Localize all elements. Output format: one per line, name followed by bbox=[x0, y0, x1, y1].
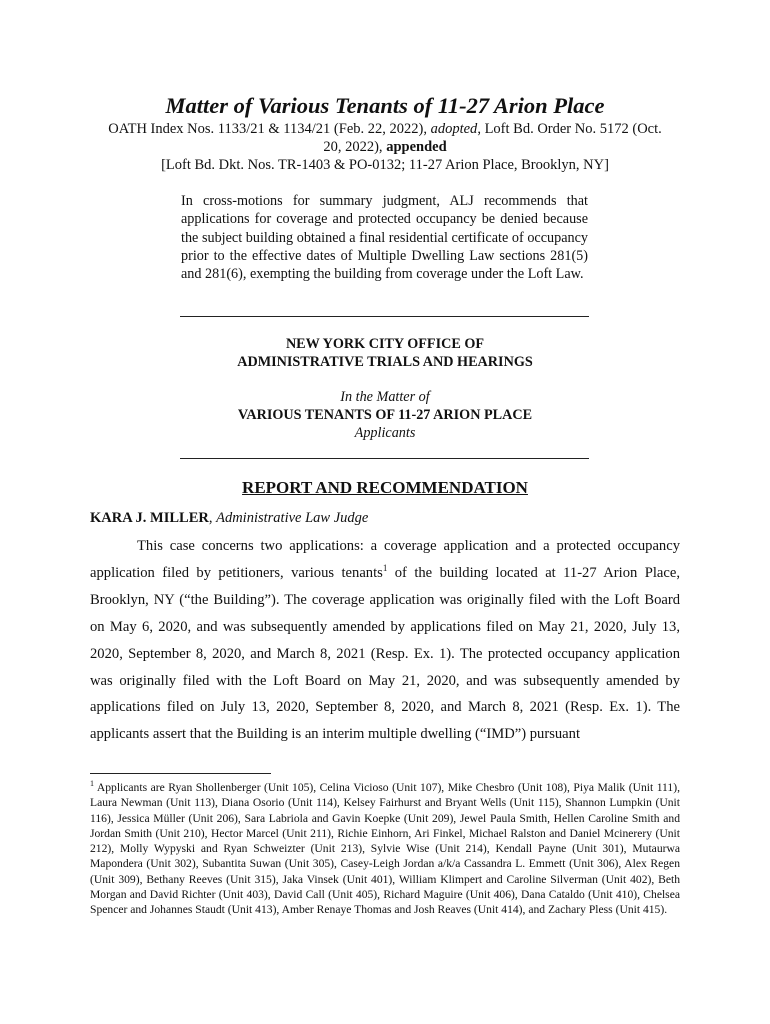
citation-line-1 bbox=[0, 121, 770, 138]
judge-separator: , bbox=[208, 510, 217, 526]
in-the-matter-label: In the Matter of bbox=[340, 389, 430, 405]
footnote-divider bbox=[90, 773, 271, 774]
paragraph-text-start: This case concerns two applications: a coverage application and a protected occupancy application filed by petitioners, various tenants bbox=[90, 538, 680, 581]
citation-adopted: adopted bbox=[430, 121, 478, 137]
footnote-number: 1 bbox=[90, 779, 94, 789]
citation-date: 20, 2022), bbox=[323, 139, 387, 155]
citation-order: , Loft Bd. Order No. 5172 (Oct. bbox=[477, 121, 662, 137]
headnote-summary: In cross-motions for summary judgment, ALJ recommends that applications for coverage and protected occupancy be denied because the subject building obtained a final residential certificate of occupancy prior to the effective dates of Multiple Dwelling Law sections 281(5) and 281(6), exempting the building from coverage under the Loft Law. bbox=[181, 193, 588, 283]
judge-name: KARA J. MILLER bbox=[90, 510, 209, 526]
case-title: Matter of Various Tenants of 11-27 Arion Place bbox=[165, 93, 605, 118]
footnote-reference[interactable]: 1 bbox=[382, 563, 388, 574]
footnote-text: Applicants are Ryan Shollenberger (Unit 105), Celina Vicioso (Unit 107), Mike Chesbro (Unit 108), Piya Malik (Unit 111), Laura Newman (Unit 113), Diana Osorio (Unit 114), Kelsey Fairhurst and Bryant Wells (Unit 115), Shannon Lumpkin (Unit 116), Jessica Müller (Unit 206), Sara Labriola and Gavin Koepke (Unit 209), Jewel Paula Smith, Hellen Caroline Smith and Jordan Smith (Unit 210), Hector Marcel (Unit 211), Richie Einhorn, Ari Finkel, Michael Ralston and Daniel Mcinerery (Unit 212), Molly Wypyski and Ryan Schweizter (Unit 213), Sylvie Wise (Unit 214), Kendall Payne (Unit 301), Mutaurwa Mapondera (Unit 302), Subantita Suwan (Unit 305), Casey-Leigh Jordan a/k/a Cassandra L. Emmett (Unit 306), Alex Regen (Unit 309), Bethany Reeves (Unit 315), Jaka Vinsek (Unit 401), William Klimpert and Caroline Silverman (Unit 402), Beth Morgan and David Richter (Unit 403), David Call (Unit 405), Richard Maguire (Unit 406), Dana Cataldo (Unit 410), Chelsea Spencer and Johannes Staudt (Unit 413), Amber Renaye Thomas and Josh Reaves (Unit 414), and Zachary Pless (Unit 415). bbox=[90, 781, 680, 917]
paragraph-text-end: of the building located at 11-27 Arion Place, Brooklyn, NY (“the Building”). The coverage application was originally filed with the Loft Board on May 6, 2020, and was subsequently amended by applications filed on May 21, 2020, July 13, 2020, September 8, 2020, and March 8, 2021 (Resp. Ex. 1). The protected occupancy application was originally filed with the Loft Board on May 21, 2020, and was subsequently amended by applications filed on July 13, 2020, September 8, 2020, and March 8, 2021 (Resp. Ex. 1). The applicants assert that the Building is an interim multiple dwelling (“IMD”) pursuant bbox=[90, 564, 680, 743]
citation-line-2 bbox=[0, 139, 770, 156]
agency-name-line-2: ADMINISTRATIVE TRIALS AND HEARINGS bbox=[237, 354, 533, 370]
party-role: Applicants bbox=[354, 425, 416, 441]
citation-appended: appended bbox=[386, 139, 447, 155]
divider-bottom bbox=[180, 458, 589, 459]
judge-line bbox=[90, 510, 368, 527]
citation-text: OATH Index Nos. 1133/21 & 1134/21 (Feb. 22, 2022), bbox=[108, 121, 431, 137]
agency-name-line-1: NEW YORK CITY OFFICE OF bbox=[285, 336, 485, 352]
footnote bbox=[90, 780, 680, 918]
party-name: VARIOUS TENANTS OF 11-27 ARION PLACE bbox=[237, 407, 533, 423]
report-heading: REPORT AND RECOMMENDATION bbox=[242, 478, 528, 497]
divider-top bbox=[180, 316, 589, 317]
judge-title: Administrative Law Judge bbox=[216, 510, 369, 526]
docket-line: [Loft Bd. Dkt. Nos. TR-1403 & PO-0132; 11-27 Arion Place, Brooklyn, NY] bbox=[161, 157, 609, 173]
body-paragraph bbox=[90, 533, 680, 748]
